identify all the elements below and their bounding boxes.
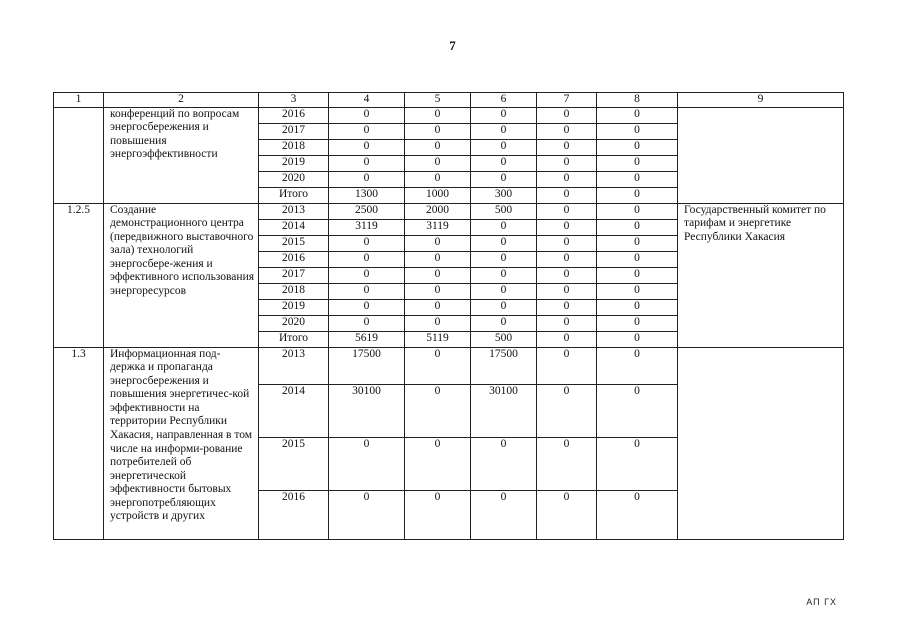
value-cell: 0	[405, 235, 471, 251]
value-cell: 0	[597, 187, 678, 203]
value-cell: 0	[329, 235, 405, 251]
value-cell: 0	[329, 267, 405, 283]
value-cell: 0	[597, 331, 678, 347]
value-cell: 0	[537, 437, 597, 490]
responsible-cell	[678, 347, 844, 539]
header-cell: 2	[104, 93, 259, 108]
value-cell: 17500	[471, 347, 537, 384]
year-cell: 2013	[259, 347, 329, 384]
value-cell: 0	[537, 331, 597, 347]
header-cell: 7	[537, 93, 597, 108]
item-description: конференций по вопросам энергосбережения и повышения энергоэффективности	[104, 107, 259, 203]
value-cell: 0	[537, 219, 597, 235]
value-cell: 3119	[405, 219, 471, 235]
value-cell: 0	[405, 171, 471, 187]
value-cell: 0	[471, 437, 537, 490]
value-cell: 0	[537, 283, 597, 299]
page-number: 7	[449, 38, 456, 53]
year-cell: 2017	[259, 123, 329, 139]
year-cell: 2020	[259, 315, 329, 331]
value-cell: 1000	[405, 187, 471, 203]
value-cell: 0	[537, 155, 597, 171]
value-cell: 0	[537, 267, 597, 283]
value-cell: 0	[471, 490, 537, 539]
program-table	[53, 92, 844, 540]
year-cell: Итого	[259, 331, 329, 347]
header-cell: 1	[54, 93, 104, 108]
value-cell: 1300	[329, 187, 405, 203]
value-cell: 0	[597, 155, 678, 171]
value-cell: 0	[597, 123, 678, 139]
value-cell: 0	[329, 299, 405, 315]
responsible-cell	[678, 107, 844, 203]
value-cell: 0	[471, 155, 537, 171]
value-cell: 0	[537, 139, 597, 155]
value-cell: 0	[329, 155, 405, 171]
item-description: Информационная под-держка и пропаганда энергосбережения и повышения энергетичес-кой эффективности на территории Республики Хакасия, направленная в том числе на информи-рование потребителей об энергетической эффективности бытовых энергопотребляющих устройств и других	[104, 347, 259, 539]
value-cell: 0	[597, 171, 678, 187]
value-cell: 0	[405, 155, 471, 171]
value-cell: 0	[537, 347, 597, 384]
item-description: Создание демонстрационного центра (передвижного выставочного зала) технологий энергосбере-жения и эффективного использования энергоресурсов	[104, 203, 259, 347]
value-cell: 0	[405, 299, 471, 315]
value-cell: 0	[405, 437, 471, 490]
value-cell: 0	[329, 315, 405, 331]
value-cell: 0	[329, 107, 405, 123]
value-cell: 0	[597, 203, 678, 219]
value-cell: 0	[405, 315, 471, 331]
year-cell: Итого	[259, 187, 329, 203]
value-cell: 0	[597, 235, 678, 251]
item-number: 1.3	[54, 347, 104, 539]
value-cell: 0	[405, 267, 471, 283]
value-cell: 0	[471, 283, 537, 299]
value-cell: 30100	[329, 384, 405, 437]
table-row	[54, 347, 844, 384]
header-row	[54, 93, 844, 108]
year-cell: 2020	[259, 171, 329, 187]
value-cell: 0	[471, 123, 537, 139]
value-cell: 0	[537, 490, 597, 539]
value-cell: 0	[471, 139, 537, 155]
value-cell: 0	[597, 107, 678, 123]
value-cell: 0	[537, 235, 597, 251]
year-cell: 2015	[259, 235, 329, 251]
value-cell: 0	[405, 139, 471, 155]
value-cell: 0	[537, 203, 597, 219]
value-cell: 0	[537, 315, 597, 331]
item-number: 1.2.5	[54, 203, 104, 347]
value-cell: 0	[597, 139, 678, 155]
value-cell: 0	[597, 347, 678, 384]
value-cell: 0	[471, 107, 537, 123]
value-cell: 0	[329, 251, 405, 267]
header-cell: 5	[405, 93, 471, 108]
year-cell: 2018	[259, 139, 329, 155]
header-cell: 4	[329, 93, 405, 108]
value-cell: 0	[537, 384, 597, 437]
value-cell: 0	[405, 347, 471, 384]
responsible-cell: Государственный комитет по тарифам и энергетике Республики Хакасия	[678, 203, 844, 347]
year-cell: 2014	[259, 384, 329, 437]
value-cell: 0	[597, 437, 678, 490]
value-cell: 0	[405, 107, 471, 123]
year-cell: 2013	[259, 203, 329, 219]
value-cell: 0	[471, 171, 537, 187]
value-cell: 0	[329, 171, 405, 187]
value-cell: 0	[405, 123, 471, 139]
value-cell: 0	[537, 299, 597, 315]
value-cell: 0	[405, 251, 471, 267]
value-cell: 0	[471, 299, 537, 315]
header-cell: 9	[678, 93, 844, 108]
value-cell: 0	[597, 315, 678, 331]
value-cell: 0	[329, 437, 405, 490]
table-row	[54, 203, 844, 219]
header-cell: 8	[597, 93, 678, 108]
year-cell: 2014	[259, 219, 329, 235]
year-cell: 2019	[259, 299, 329, 315]
value-cell: 0	[329, 139, 405, 155]
value-cell: 0	[597, 490, 678, 539]
value-cell: 500	[471, 203, 537, 219]
value-cell: 30100	[471, 384, 537, 437]
value-cell: 17500	[329, 347, 405, 384]
value-cell: 500	[471, 331, 537, 347]
value-cell: 300	[471, 187, 537, 203]
value-cell: 3119	[329, 219, 405, 235]
year-cell: 2016	[259, 490, 329, 539]
year-cell: 2016	[259, 107, 329, 123]
value-cell: 0	[471, 235, 537, 251]
value-cell: 0	[471, 315, 537, 331]
header-cell: 6	[471, 93, 537, 108]
value-cell: 0	[597, 251, 678, 267]
item-number	[54, 107, 104, 203]
value-cell: 0	[405, 490, 471, 539]
year-cell: 2016	[259, 251, 329, 267]
value-cell: 5619	[329, 331, 405, 347]
year-cell: 2018	[259, 283, 329, 299]
value-cell: 0	[405, 283, 471, 299]
value-cell: 0	[537, 171, 597, 187]
value-cell: 0	[537, 251, 597, 267]
value-cell: 5119	[405, 331, 471, 347]
value-cell: 0	[537, 187, 597, 203]
year-cell: 2019	[259, 155, 329, 171]
value-cell: 0	[537, 123, 597, 139]
table-row	[54, 107, 844, 123]
header-cell: 3	[259, 93, 329, 108]
value-cell: 0	[329, 283, 405, 299]
value-cell: 0	[597, 267, 678, 283]
value-cell: 0	[405, 384, 471, 437]
value-cell: 0	[597, 384, 678, 437]
value-cell: 0	[329, 123, 405, 139]
value-cell: 0	[537, 107, 597, 123]
value-cell: 0	[597, 219, 678, 235]
value-cell: 0	[597, 299, 678, 315]
value-cell: 2000	[405, 203, 471, 219]
value-cell: 2500	[329, 203, 405, 219]
value-cell: 0	[471, 267, 537, 283]
year-cell: 2017	[259, 267, 329, 283]
year-cell: 2015	[259, 437, 329, 490]
value-cell: 0	[597, 283, 678, 299]
value-cell: 0	[471, 251, 537, 267]
value-cell: 0	[471, 219, 537, 235]
value-cell: 0	[329, 490, 405, 539]
footer-mark: АП ГХ	[806, 597, 837, 607]
